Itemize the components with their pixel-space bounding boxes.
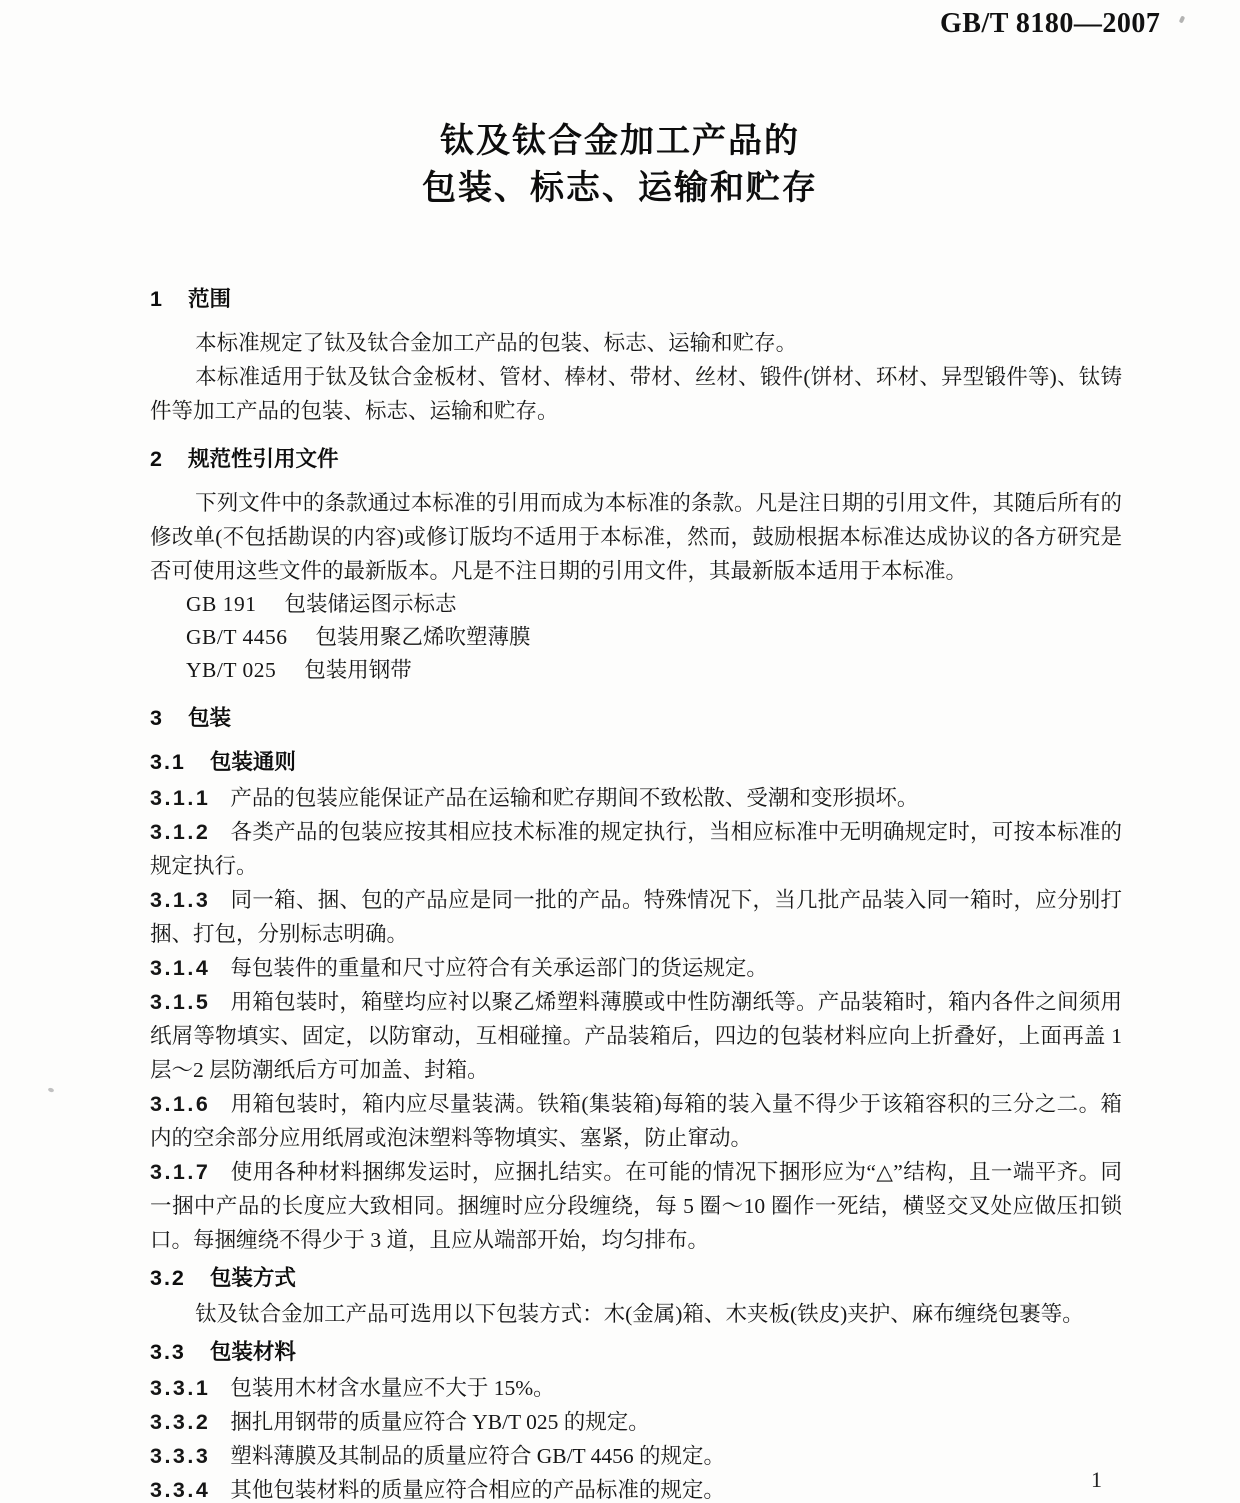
section-number: 3 bbox=[150, 706, 164, 730]
reference-code: YB/T 025 bbox=[186, 658, 277, 682]
reference-title: 包装用钢带 bbox=[304, 658, 412, 682]
clause-3.1.2 bbox=[150, 815, 1122, 883]
reference-title: 包装用聚乙烯吹塑薄膜 bbox=[315, 625, 531, 649]
clause-text: 包装用木材含水量应不大于 15%。 bbox=[230, 1376, 555, 1400]
clause-3.1.1 bbox=[150, 781, 1122, 815]
section-heading-3 bbox=[150, 701, 1122, 735]
clause-3.1.6 bbox=[150, 1087, 1122, 1155]
paragraph: 下列文件中的条款通过本标准的引用而成为本标准的条款。凡是注日期的引用文件，其随后所有的修改单(不包括勘误的内容)或修订版均不适用于本标准，然而，鼓励根据本标准达成协议的各方研究是否可使用这些文件的最新版本。凡是不注日期的引用文件，其最新版本适用于本标准。 bbox=[150, 491, 1122, 583]
section-number: 3.3 bbox=[150, 1340, 186, 1364]
paragraph: 本标准适用于钛及钛合金板材、管材、棒材、带材、丝材、锻件(饼材、环材、异型锻件等)、钛铸件等加工产品的包装、标志、运输和贮存。 bbox=[150, 365, 1122, 423]
document-title-line2: 包装、标志、运输和贮存 bbox=[422, 169, 818, 207]
clause-number: 3.3.1 bbox=[150, 1376, 211, 1400]
clause-number: 3.3.4 bbox=[150, 1478, 211, 1502]
clause-3.1.7 bbox=[150, 1155, 1122, 1257]
section-heading-2 bbox=[150, 442, 1122, 476]
clause-number: 3.1.4 bbox=[150, 956, 211, 980]
clause-number: 3.1.5 bbox=[150, 990, 211, 1014]
clause-number: 3.1.1 bbox=[150, 786, 211, 810]
paragraph: 钛及钛合金加工产品可选用以下包装方式：木(金属)箱、木夹板(铁皮)夹护、麻布缠绕包裹等。 bbox=[195, 1302, 1084, 1326]
clause-number: 3.3.2 bbox=[150, 1410, 211, 1434]
clause-number: 3.3.3 bbox=[150, 1444, 211, 1468]
clause-3.3.4 bbox=[150, 1473, 1122, 1503]
section-title: 规范性引用文件 bbox=[187, 447, 339, 471]
reference-title: 包装储运图示标志 bbox=[284, 592, 457, 616]
clause-text: 每包装件的重量和尺寸应符合有关承运部门的货运规定。 bbox=[230, 956, 768, 980]
section-heading-1 bbox=[150, 282, 1122, 316]
section-number: 3.2 bbox=[150, 1266, 186, 1290]
clause-3.3.1 bbox=[150, 1371, 1122, 1405]
section-title: 包装方式 bbox=[209, 1266, 296, 1290]
clause-3.1.4 bbox=[150, 951, 1122, 985]
paragraph: 本标准规定了钛及钛合金加工产品的包装、标志、运输和贮存。 bbox=[195, 331, 798, 355]
section-title: 包装 bbox=[187, 706, 231, 730]
clause-3.3.2 bbox=[150, 1405, 1122, 1439]
section-number: 1 bbox=[150, 287, 164, 311]
clause-3.3.3 bbox=[150, 1439, 1122, 1473]
reference-item bbox=[150, 588, 1122, 621]
section-number: 3.1 bbox=[150, 750, 186, 774]
clause-number: 3.1.2 bbox=[150, 820, 211, 844]
document-title bbox=[0, 118, 1240, 212]
standard-code: GB/T 8180—2007 bbox=[940, 8, 1161, 39]
section-heading-3.3 bbox=[150, 1335, 1122, 1369]
reference-code: GB/T 4456 bbox=[186, 625, 288, 649]
clause-text: 其他包装材料的质量应符合相应的产品标准的规定。 bbox=[230, 1478, 725, 1502]
clause-text: 使用各种材料捆绑发运时，应捆扎结实。在可能的情况下捆形应为“△”结构，且一端平齐。同一捆中产品的长度应大致相同。捆缠时应分段缠绕，每 5 圈～10 圈作一死结，横竖交叉处应做压扣锁口。每捆缠绕不得少于 3 道，且应从端部开始，均匀排布。 bbox=[150, 1160, 1122, 1252]
reference-item bbox=[150, 621, 1122, 654]
clause-3.1.5 bbox=[150, 985, 1122, 1087]
clause-text: 塑料薄膜及其制品的质量应符合 GB/T 4456 的规定。 bbox=[230, 1444, 726, 1468]
reference-code: GB 191 bbox=[186, 592, 257, 616]
clause-3.1.3 bbox=[150, 883, 1122, 951]
section-title: 包装材料 bbox=[209, 1340, 296, 1364]
section-number: 2 bbox=[150, 447, 164, 471]
clause-text: 各类产品的包装应按其相应技术标准的规定执行，当相应标准中无明确规定时，可按本标准的规定执行。 bbox=[150, 820, 1122, 878]
clause-number: 3.1.7 bbox=[150, 1160, 211, 1184]
clause-text: 同一箱、捆、包的产品应是同一批的产品。特殊情况下，当几批产品装入同一箱时，应分别打捆、打包，分别标志明确。 bbox=[150, 888, 1122, 946]
reference-item bbox=[150, 654, 1122, 687]
clause-text: 捆扎用钢带的质量应符合 YB/T 025 的规定。 bbox=[230, 1410, 650, 1434]
clause-text: 产品的包装应能保证产品在运输和贮存期间不致松散、受潮和变形损坏。 bbox=[230, 786, 919, 810]
clause-text: 用箱包装时，箱壁均应衬以聚乙烯塑料薄膜或中性防潮纸等。产品装箱时，箱内各件之间须用纸屑等物填实、固定，以防窜动，互相碰撞。产品装箱后，四边的包装材料应向上折叠好，上面再盖 1 层～2 层防潮纸后方可加盖、封箱。 bbox=[150, 990, 1122, 1082]
clause-number: 3.1.6 bbox=[150, 1092, 211, 1116]
section-title: 范围 bbox=[187, 287, 231, 311]
section-title: 包装通则 bbox=[209, 750, 296, 774]
section-heading-3.1 bbox=[150, 745, 1122, 779]
document-title-line1: 钛及钛合金加工产品的 bbox=[440, 122, 800, 160]
clause-number: 3.1.3 bbox=[150, 888, 211, 912]
section-heading-3.2 bbox=[150, 1261, 1122, 1295]
page-number: 1 bbox=[1091, 1467, 1102, 1492]
clause-text: 用箱包装时，箱内应尽量装满。铁箱(集装箱)每箱的装入量不得少于该箱容积的三分之二。箱内的空余部分应用纸屑或泡沫塑料等物填实、塞紧，防止窜动。 bbox=[150, 1092, 1122, 1150]
